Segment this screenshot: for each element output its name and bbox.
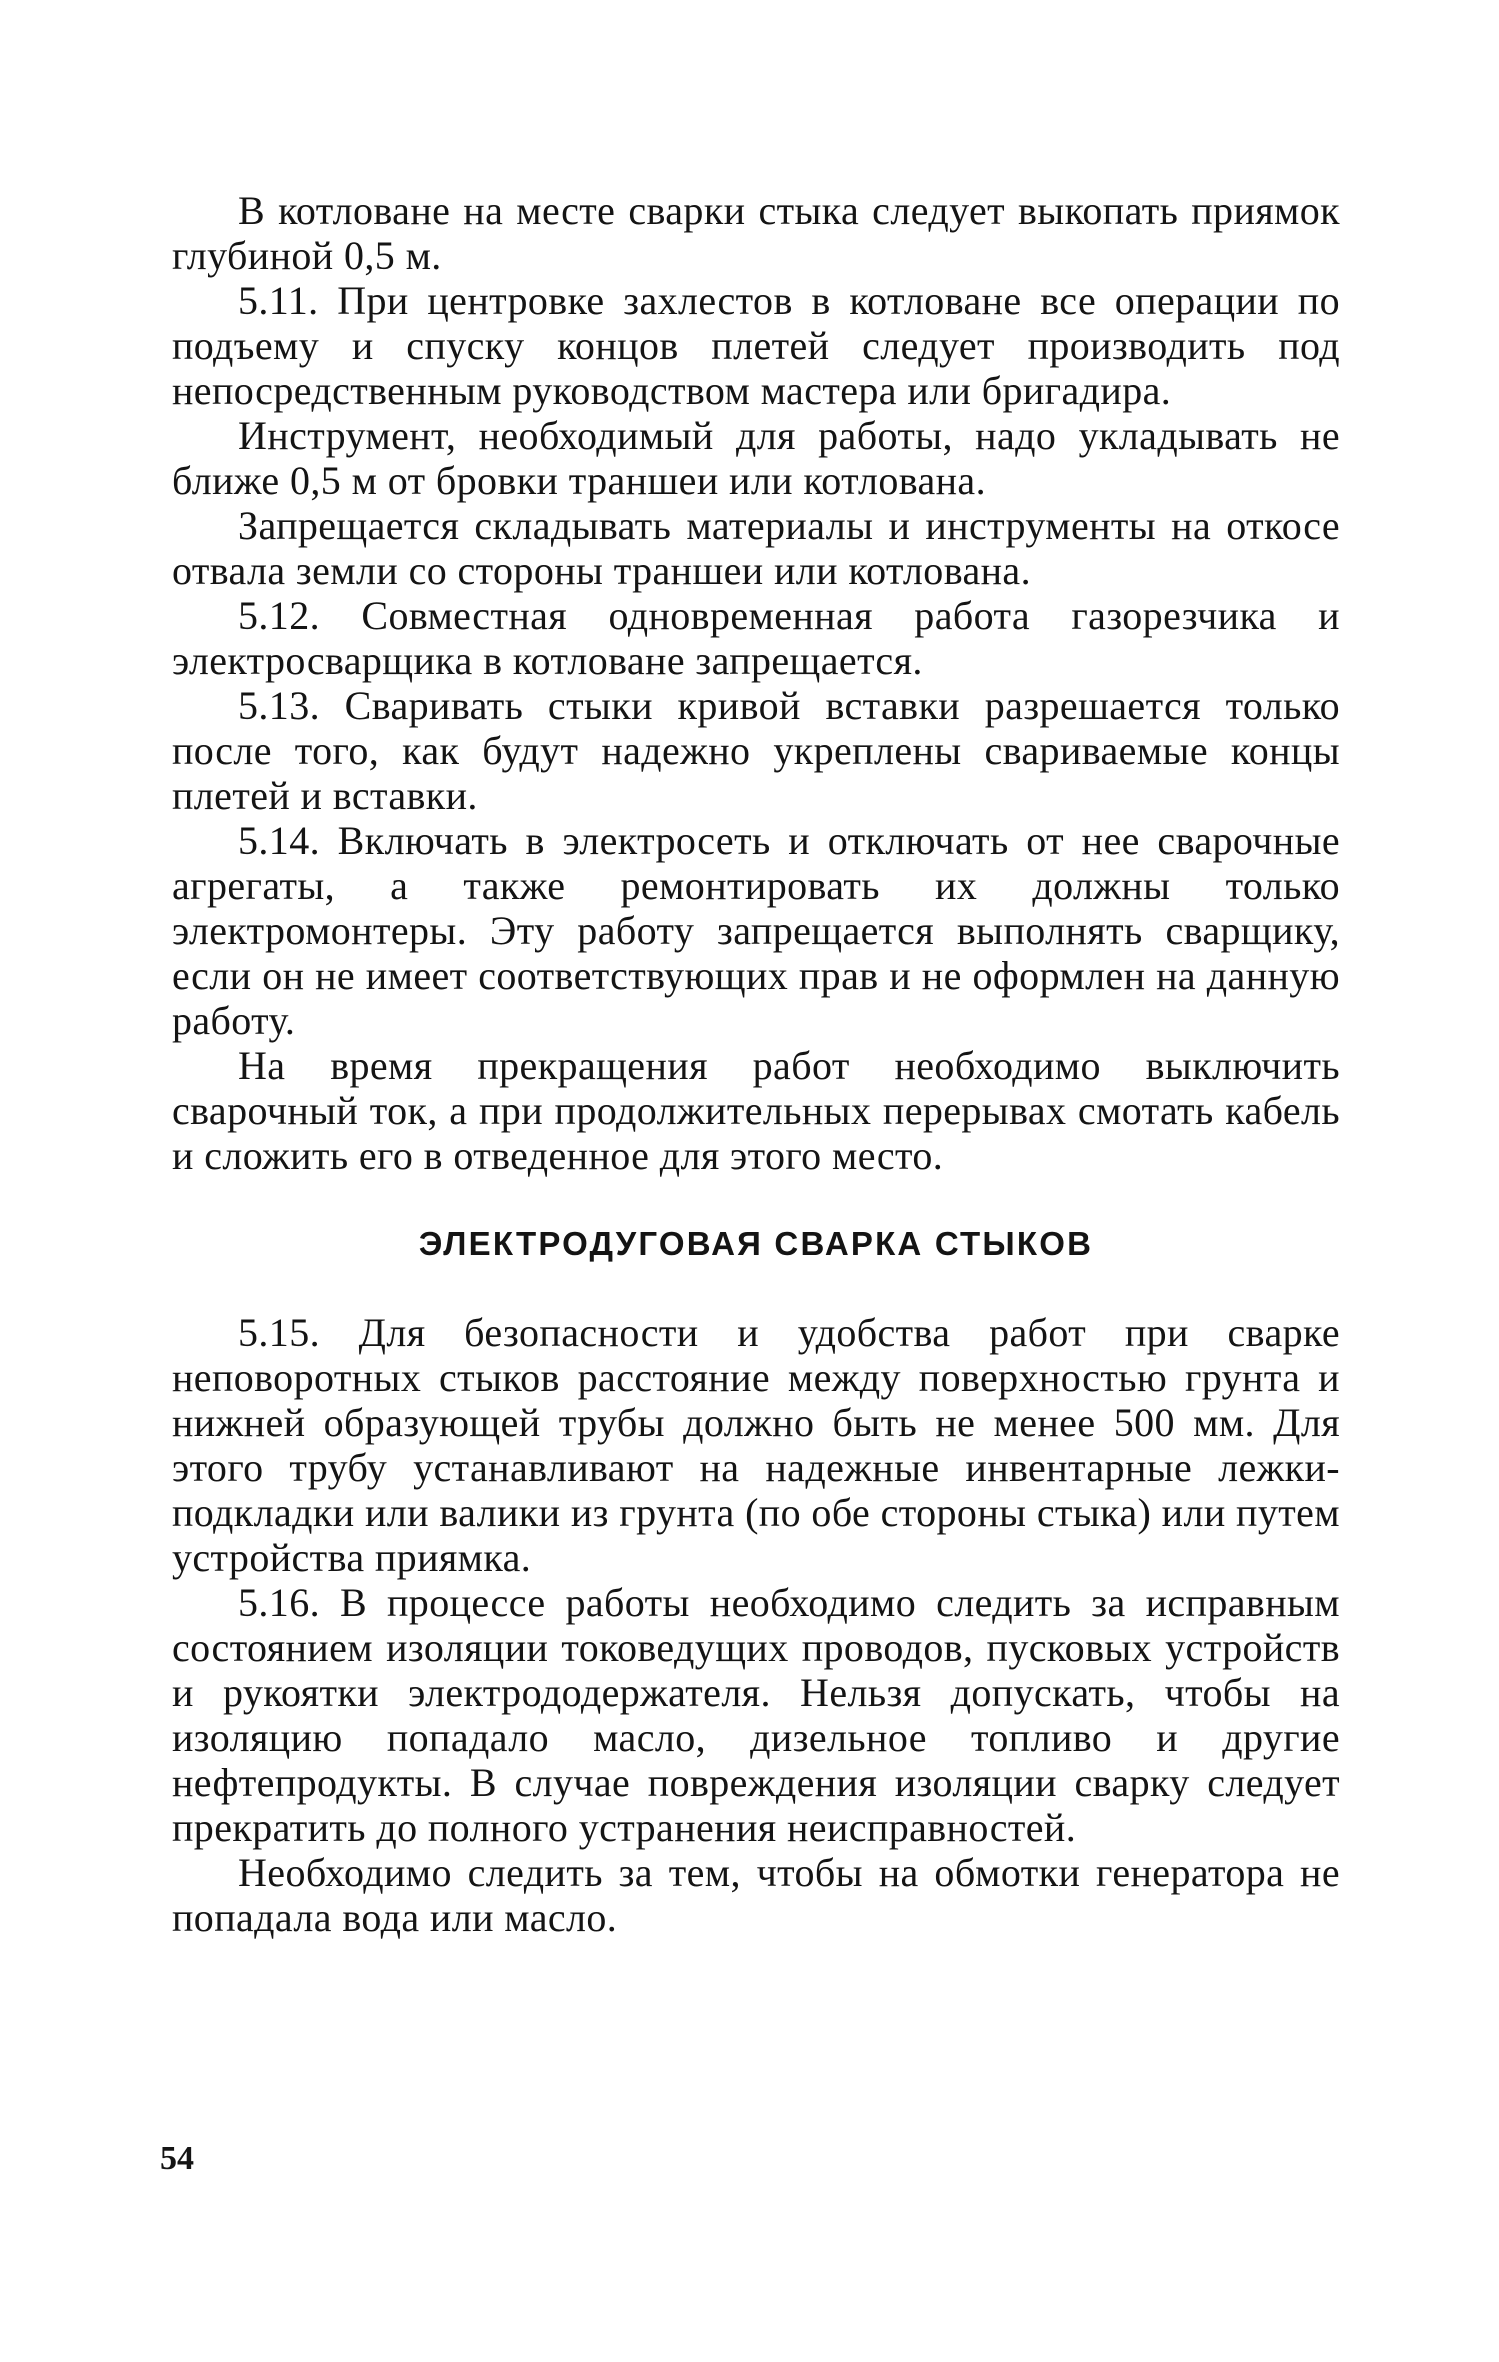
section-heading: ЭЛЕКТРОДУГОВАЯ СВАРКА СТЫКОВ xyxy=(418,1225,1094,1262)
page-body xyxy=(172,188,1340,1940)
page-number: 54 xyxy=(160,2140,194,2177)
paragraph-5-16: 5.16. В процессе работы необходимо следить за исправным состоянием изоляции токоведущих проводов, пусковых устройств и рукоятки электрододержателя. Нельзя допускать, чтобы на изоляцию попадало масло, дизельное топливо и другие нефтепродукты. В случае повреждения изоляции сварку следует прекратить до полного устранения неисправностей. xyxy=(172,1580,1340,1850)
paragraph-5-11: 5.11. При центровке захлестов в котловане все операции по подъему и спуску концов плетей следует производить под непосредственным руководством мастера или бригадира. xyxy=(172,278,1340,413)
paragraph-tools: Инструмент, необходимый для работы, надо укладывать не ближе 0,5 м от бровки траншеи или котлована. xyxy=(172,413,1340,503)
paragraph-5-13: 5.13. Сваривать стыки кривой вставки разрешается только после того, как будут надежно укреплены свариваемые концы плетей и вставки. xyxy=(172,683,1340,818)
paragraph-breaks: На время прекращения работ необходимо выключить сварочный ток, а при продолжительных перерывах смотать кабель и сложить его в отведенное для этого место. xyxy=(172,1043,1340,1178)
paragraph-5-12: 5.12. Совместная одновременная работа газорезчика и электросварщика в котловане запрещается. xyxy=(172,593,1340,683)
text-section-bottom xyxy=(172,1310,1340,1940)
text-section-top xyxy=(172,188,1340,1178)
paragraph-materials: Запрещается складывать материалы и инструменты на откосе отвала земли со стороны траншеи или котлована. xyxy=(172,503,1340,593)
paragraph-pit: В котловане на месте сварки стыка следует выкопать приямок глубиной 0,5 м. xyxy=(172,188,1340,278)
paragraph-5-15: 5.15. Для безопасности и удобства работ при сварке неповоротных стыков расстояние между поверхностью грунта и нижней образующей трубы должно быть не менее 500 мм. Для этого трубу устанавливают на надежные инвентарные лежки-подкладки или валики из грунта (по обе стороны стыка) или путем устройства приямка. xyxy=(172,1310,1340,1580)
paragraph-5-14: 5.14. Включать в электросеть и отключать от нее сварочные агрегаты, а также ремонтировать их должны только электромонтеры. Эту работу запрещается выполнять сварщику, если он не имеет соответствующих прав и не оформлен на данную работу. xyxy=(172,818,1340,1043)
paragraph-generator: Необходимо следить за тем, чтобы на обмотки генератора не попадала вода или масло. xyxy=(172,1850,1340,1940)
